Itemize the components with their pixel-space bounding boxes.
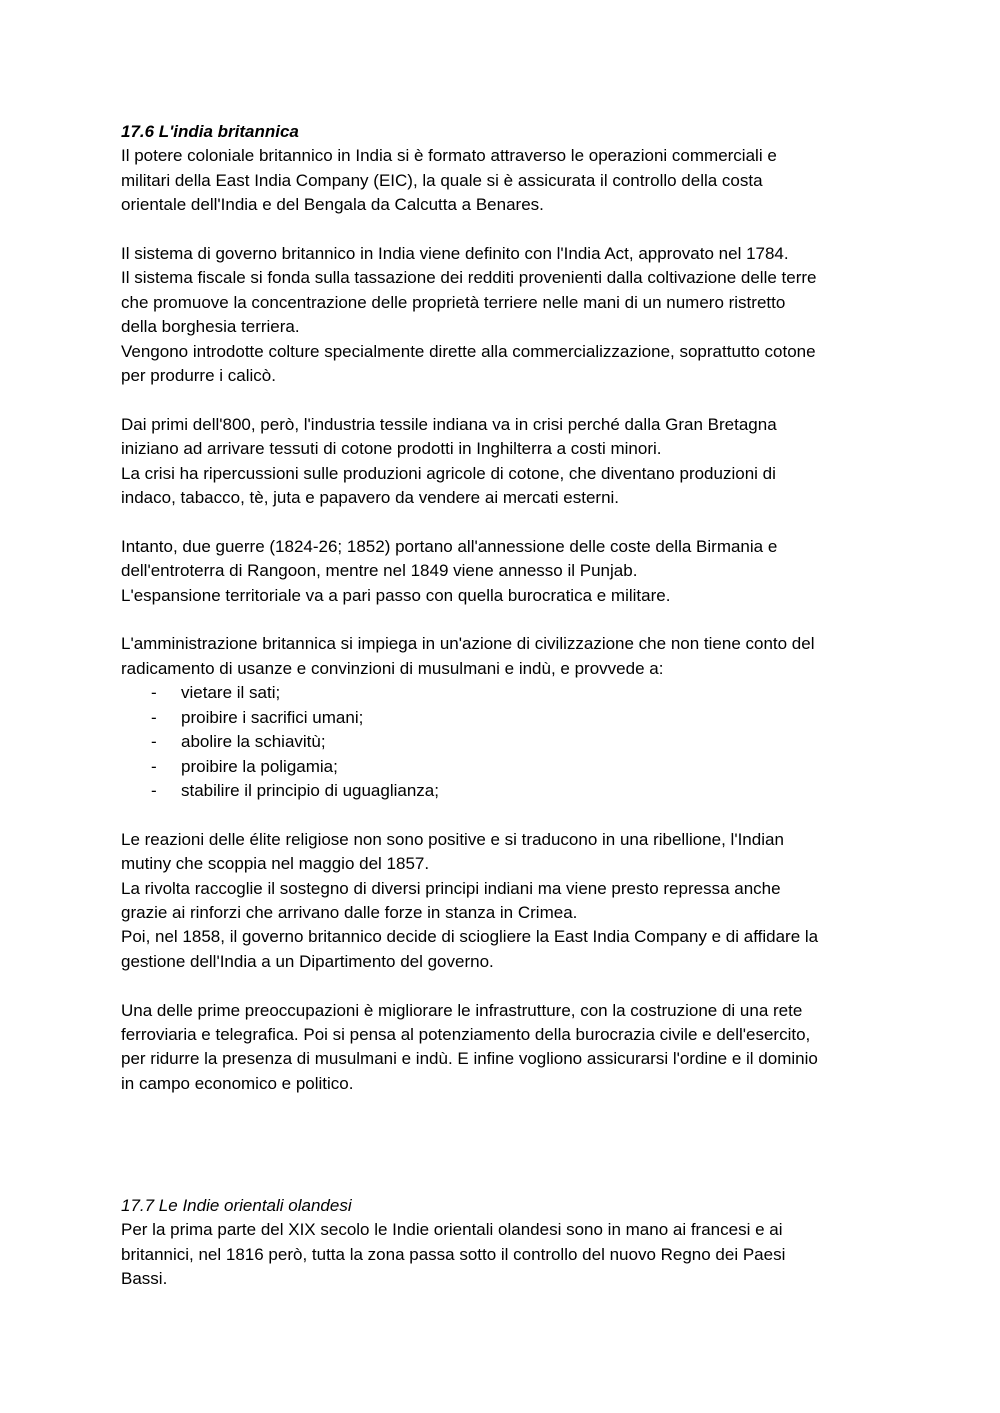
section-title-indie-olandesi: 17.7 Le Indie orientali olandesi xyxy=(121,1195,352,1215)
section-spacer xyxy=(121,1096,891,1194)
text-line: ferroviaria e telegrafica. Poi si pensa al potenziamento della burocrazia civile e dell'esercito, xyxy=(121,1024,811,1044)
text-line: Il sistema di governo britannico in India viene definito con l'India Act, approvato nel 1784. xyxy=(121,244,789,264)
text-line: in campo economico e politico. xyxy=(121,1073,354,1093)
text-line: radicamento di usanze e convinzioni di musulmani e indù, e provvede a: xyxy=(121,658,664,678)
text-line: gestione dell'India a un Dipartimento del governo. xyxy=(121,951,494,971)
text-line: orientale dell'India e del Bengala da Calcutta a Benares. xyxy=(121,195,544,215)
text-line: L'espansione territoriale va a pari passo con quella burocratica e militare. xyxy=(121,585,671,605)
blank-line xyxy=(121,510,891,534)
text-line: Dai primi dell'800, però, l'industria tessile indiana va in crisi perché dalla Gran Bretagna xyxy=(121,414,777,434)
text-line: Intanto, due guerre (1824-26; 1852) portano all'annessione delle coste della Birmania e xyxy=(121,536,778,556)
list-item-text: proibire la poligamia; xyxy=(181,756,338,776)
text-line: Bassi. xyxy=(121,1268,168,1288)
text-line: mutiny che scoppia nel maggio del 1857. xyxy=(121,854,430,874)
paragraph-governo-fiscale xyxy=(121,242,891,388)
list-item xyxy=(121,730,891,754)
text-line: militari della East India Company (EIC), la quale si è assicurata il controllo della costa xyxy=(121,170,763,190)
list-item xyxy=(121,755,891,779)
list-item xyxy=(121,706,891,730)
list-item-text: vietare il sati; xyxy=(181,683,281,703)
blank-line xyxy=(121,218,891,242)
blank-line xyxy=(121,974,891,998)
text-line: Una delle prime preoccupazioni è migliorare le infrastrutture, con la costruzione di una rete xyxy=(121,1000,803,1020)
bullet-list xyxy=(121,681,891,803)
blank-line xyxy=(121,608,891,632)
text-line: L'amministrazione britannica si impiega in un'azione di civilizzazione che non tiene conto del xyxy=(121,634,815,654)
bullet-dash: - xyxy=(151,732,157,752)
text-line: grazie ai rinforzi che arrivano dalle forze in stanza in Crimea. xyxy=(121,902,578,922)
paragraph-infrastrutture xyxy=(121,999,891,1097)
paragraph-civilizzazione xyxy=(121,632,891,681)
text-line: indaco, tabacco, tè, juta e papavero da vendere ai mercati esterni. xyxy=(121,488,620,508)
section-title-india-britannica: 17.6 L'india britannica xyxy=(121,122,299,141)
text-line: britannici, nel 1816 però, tutta la zona passa sotto il controllo del nuovo Regno dei Paesi xyxy=(121,1244,786,1264)
text-line: Per la prima parte del XIX secolo le Indie orientali olandesi sono in mano ai francesi e ai xyxy=(121,1220,783,1240)
paragraph-guerre-espansione xyxy=(121,535,891,608)
text-line: Vengono introdotte colture specialmente dirette alla commercializzazione, soprattutto cotone xyxy=(121,341,816,361)
paragraph-ribellione xyxy=(121,828,891,974)
list-item-text: abolire la schiavitù; xyxy=(181,732,326,752)
text-line: per produrre i calicò. xyxy=(121,366,276,386)
text-line: per ridurre la presenza di musulmani e indù. E infine vogliono assicurarsi l'ordine e il dominio xyxy=(121,1049,818,1069)
text-line: La crisi ha ripercussioni sulle produzioni agricole di cotone, che diventano produzioni di xyxy=(121,463,776,483)
text-line: Il potere coloniale britannico in India si è formato attraverso le operazioni commerciali e xyxy=(121,146,777,166)
text-line: La rivolta raccoglie il sostegno di diversi principi indiani ma viene presto repressa anche xyxy=(121,878,781,898)
list-item xyxy=(121,681,891,705)
blank-line xyxy=(121,803,891,827)
bullet-dash: - xyxy=(151,780,157,800)
text-line: Poi, nel 1858, il governo britannico decide di sciogliere la East India Company e di affidare la xyxy=(121,927,819,947)
list-item-text: stabilire il principio di uguaglianza; xyxy=(181,780,439,800)
bullet-dash: - xyxy=(151,756,157,776)
list-item xyxy=(121,779,891,803)
document-page xyxy=(121,120,891,1291)
text-line: Le reazioni delle élite religiose non sono positive e si traducono in una ribellione, l'Indian xyxy=(121,829,784,849)
bullet-dash: - xyxy=(151,683,157,703)
blank-line xyxy=(121,388,891,412)
paragraph-eic xyxy=(121,144,891,217)
text-line: iniziano ad arrivare tessuti di cotone prodotti in Inghilterra a costi minori. xyxy=(121,439,662,459)
text-line: che promuove la concentrazione delle proprietà terriere nelle mani di un numero ristretto xyxy=(121,292,786,312)
paragraph-crisi-tessile xyxy=(121,413,891,511)
text-line: Il sistema fiscale si fonda sulla tassazione dei redditi provenienti dalla coltivazione delle terre xyxy=(121,268,817,288)
text-line: della borghesia terriera. xyxy=(121,317,300,337)
list-item-text: proibire i sacrifici umani; xyxy=(181,707,364,727)
paragraph-indie-olandesi xyxy=(121,1218,891,1291)
bullet-dash: - xyxy=(151,707,157,727)
text-line: dell'entroterra di Rangoon, mentre nel 1849 viene annesso il Punjab. xyxy=(121,561,638,581)
